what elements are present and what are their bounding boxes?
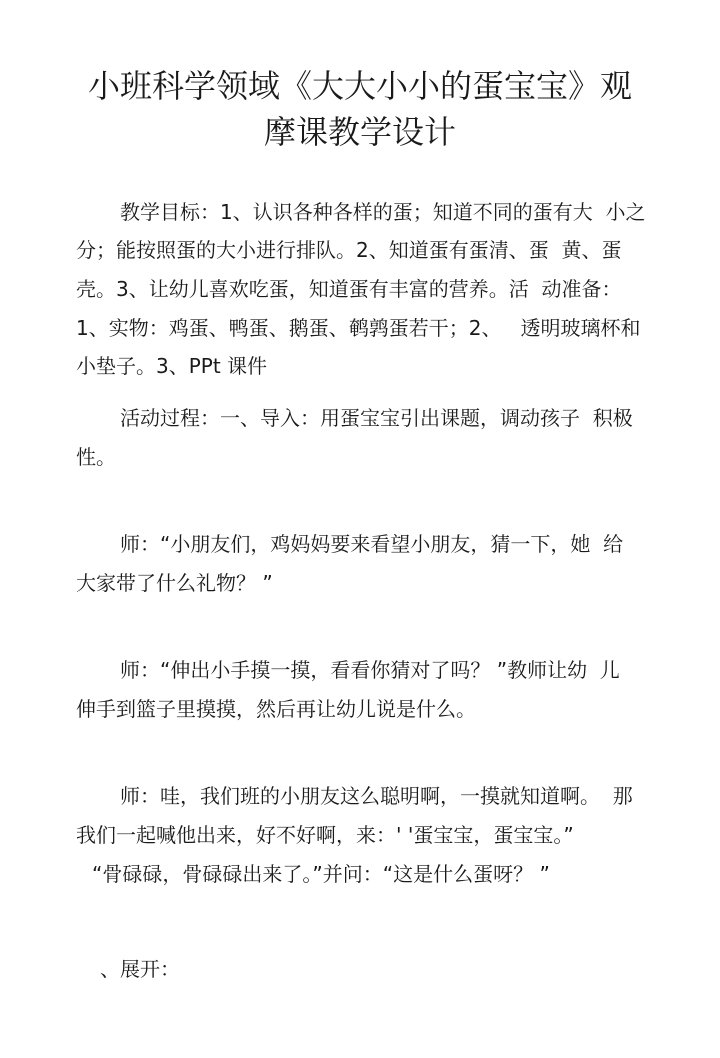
goal-line-4: 1、实物：鸡蛋、鸭蛋、鹅蛋、鹌鹑蛋若干；2、 透明玻璃杯和 — [76, 316, 641, 340]
teacher2-line-1: 师：“伸出小手摸一摸，看看你猜对了吗？ ”教师让幼 儿 — [120, 658, 620, 682]
teacher1-line-2: 大家带了什么礼物？ ” — [76, 571, 273, 595]
teacher2-line-2: 伸手到篮子里摸摸，然后再让幼儿说是什么。 — [76, 697, 476, 721]
teacher3-line-1: 师：哇，我们班的小朋友这么聪明啊，一摸就知道啊。 那 — [120, 784, 633, 808]
goal-line-3: 壳。3、让幼儿喜欢吃蛋，知道蛋有丰富的营养。活 动准备： — [76, 277, 622, 301]
goal-line-1: 教学目标：1、认识各种各样的蛋；知道不同的蛋有大 小之 — [120, 200, 646, 224]
document-title-line-1: 小班科学领域《大大小小的蛋宝宝》观 — [87, 67, 632, 105]
teacher3-line-3: “骨碌碌，骨碌碌出来了。”并问：“这是什么蛋呀？ ” — [92, 862, 550, 886]
teacher1-line-1: 师：“小朋友们，鸡妈妈要来看望小朋友，猜一下，她 给 — [120, 532, 624, 556]
goal-line-5: 小垫子。3、PPt 课件 — [76, 354, 268, 378]
goal-line-2: 分；能按照蛋的大小进行排队。2、知道蛋有蛋清、蛋 黄、蛋 — [76, 238, 622, 262]
process-line-1: 活动过程：一、导入：用蛋宝宝引出课题，调动孩子 积极 — [120, 406, 633, 430]
teacher3-line-2: 我们一起喊他出来，好不好啊，来：' '蛋宝宝，蛋宝宝。” — [76, 823, 574, 847]
expand-heading: 、展开： — [100, 957, 180, 981]
document-title-line-2: 摩课教学设计 — [263, 113, 456, 151]
process-line-2: 性。 — [76, 445, 116, 469]
